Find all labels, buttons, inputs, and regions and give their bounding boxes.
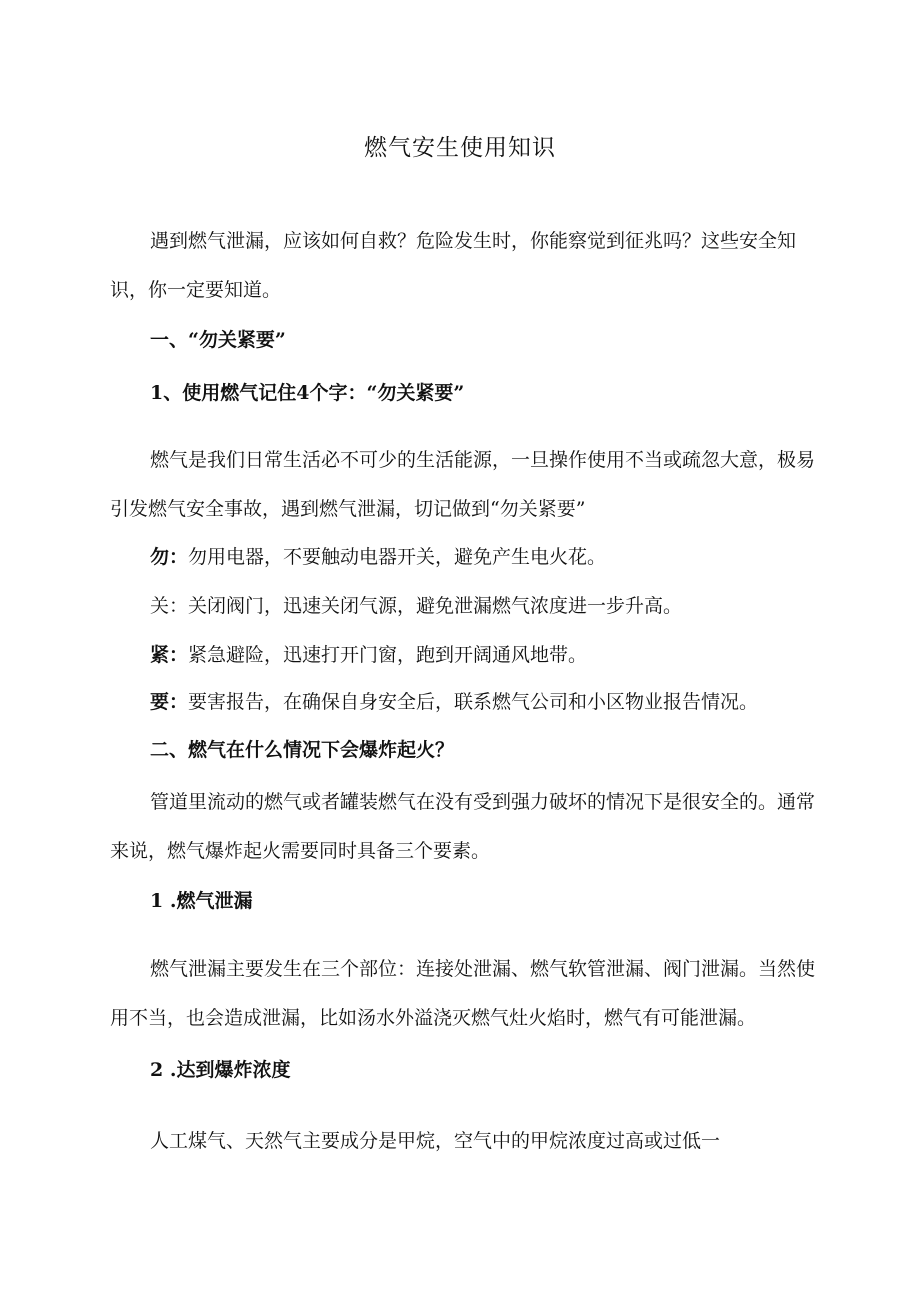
paragraph-3: 燃气泄漏主要发生在三个部位：连接处泄漏、燃气软管泄漏、阀门泄漏。当然使用不当，也会造成泄漏，比如汤水外溢浇灭燃气灶火焰时，燃气有可能泄漏。 bbox=[110, 958, 816, 1029]
rule-wu-text: 勿用电器，不要触动电器开关，避免产生电火花。 bbox=[188, 546, 607, 568]
paragraph-1: 燃气是我们日常生活必不可少的生活能源，一旦操作使用不当或疏忽大意，极易引发燃气安全事故，遇到燃气泄漏，切记做到“勿关紧要” bbox=[110, 449, 816, 520]
rule-jin-label: 紧： bbox=[150, 644, 189, 666]
paragraph-2: 管道里流动的燃气或者罐装燃气在没有受到强力破坏的情况下是很安全的。通常来说，燃气爆炸起火需要同时具备三个要素。 bbox=[110, 791, 816, 862]
item-heading-2: 2 .达到爆炸浓度 bbox=[150, 1059, 291, 1081]
rule-guan-label: 关： bbox=[150, 595, 189, 617]
rule-yao-text: 要害报告，在确保自身安全后，联系燃气公司和小区物业报告情况。 bbox=[188, 691, 759, 713]
item-heading-1: 1 .燃气泄漏 bbox=[150, 890, 253, 912]
paragraph-4: 人工煤气、天然气主要成分是甲烷，空气中的甲烷浓度过高或过低一 bbox=[150, 1130, 721, 1152]
rule-jin-text: 紧急避险，迅速打开门窗，跑到开阔通风地带。 bbox=[188, 644, 588, 666]
intro-paragraph: 遇到燃气泄漏，应该如何自救？危险发生时，你能察觉到征兆吗？这些安全知识，你一定要知道。 bbox=[110, 230, 797, 301]
rule-yao bbox=[150, 687, 860, 717]
section-heading-1: 一、“勿关紧要” bbox=[150, 329, 286, 351]
rule-wu bbox=[150, 542, 860, 572]
section-heading-2: 二、燃气在什么情况下会爆炸起火？ bbox=[150, 739, 455, 761]
rule-jin bbox=[150, 640, 860, 670]
rule-guan-text: 关闭阀门，迅速关闭气源，避免泄漏燃气浓度进一步升高。 bbox=[188, 595, 683, 617]
subsection-heading-1: 1、使用燃气记住4个字：“勿关紧要” bbox=[150, 382, 465, 404]
rule-yao-label: 要： bbox=[150, 691, 189, 713]
document-title: 燃气安生使用知识 bbox=[364, 135, 556, 161]
rule-guan bbox=[150, 591, 860, 621]
rule-wu-label: 勿： bbox=[150, 546, 189, 568]
